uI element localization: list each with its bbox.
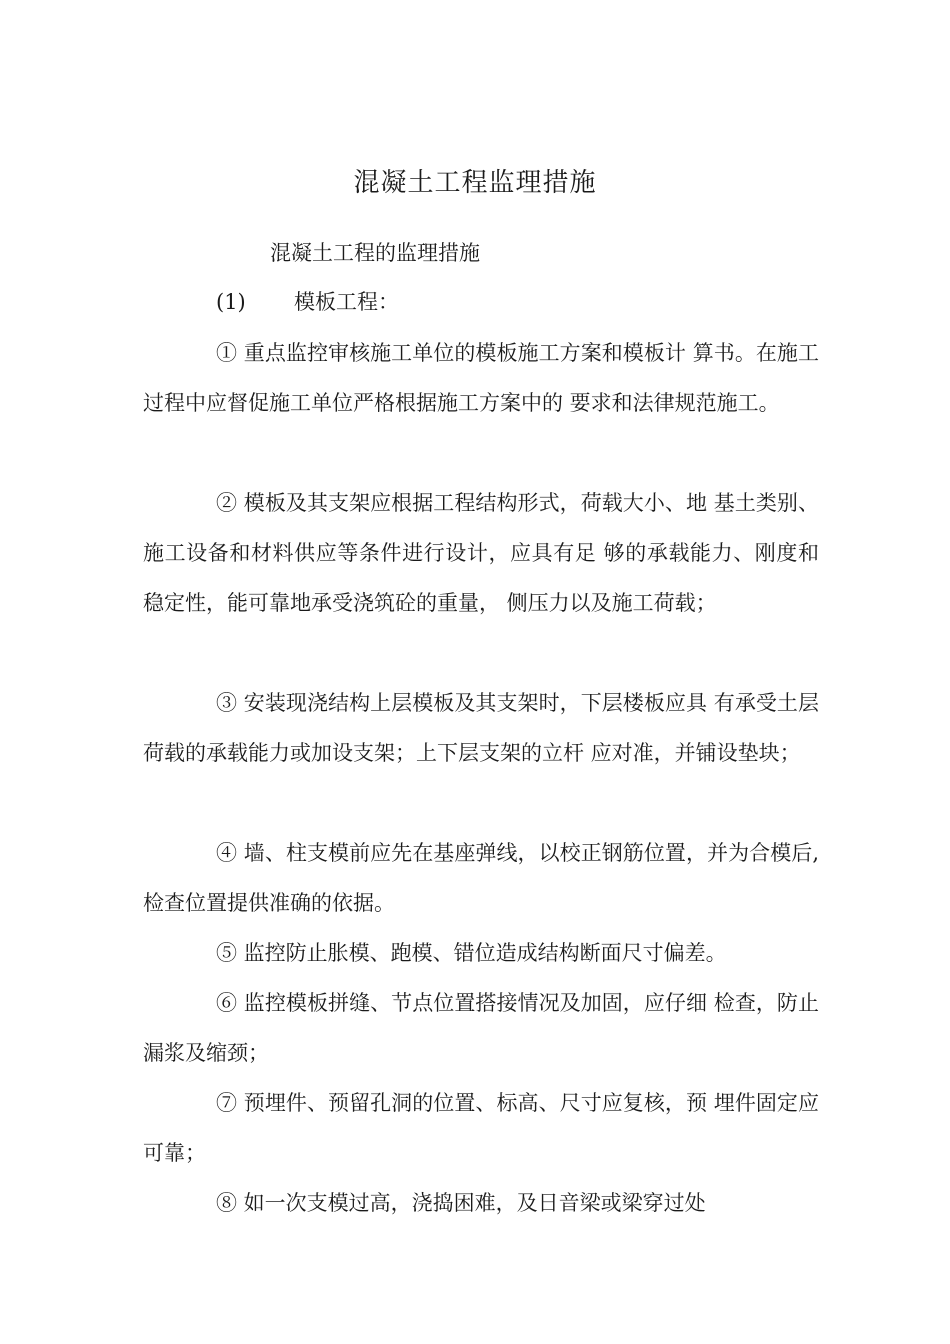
paragraph-7: ⑦ 预埋件、预留孔洞的位置、标高、尺寸应复核，预 埋件固定应可靠；: [143, 1091, 819, 1165]
section-label: 模板工程：: [294, 290, 399, 314]
paragraph-6: ⑥ 监控模板拼缝、节点位置搭接情况及加固，应仔细 检查，防止漏浆及缩颈；: [143, 991, 819, 1065]
section-heading: [216, 286, 399, 318]
paragraph-5: ⑤ 监控防止胀模、跑模、错位造成结构断面尺寸偏差。: [216, 941, 727, 965]
paragraph-2: ② 模板及其支架应根据工程结构形式，荷载大小、地 基土类别、施工设备和材料供应等条件进行设计，应具有足 够的承载能力、刚度和稳定性，能可靠地承受浇筑砼的重量， 侧压力以及施工荷载；: [143, 491, 819, 615]
paragraph-8: ⑧ 如一次支模过高，浇捣困难，及日音梁或梁穿过处: [216, 1191, 706, 1215]
paragraph-4: ④ 墙、柱支模前应先在基座弹线，以校正钢筋位置，并为合模后,检查位置提供准确的依据。: [143, 841, 819, 915]
paragraph-1: ① 重点监控审核施工单位的模板施工方案和模板计 算书。在施工过程中应督促施工单位严格根据施工方案中的 要求和法律规范施工。: [143, 341, 819, 415]
section-number: (1): [216, 290, 246, 314]
section-subtitle: 混凝土工程的监理措施: [270, 241, 480, 265]
paragraph-3: ③ 安装现浇结构上层模板及其支架时，下层楼板应具 有承受土层荷载的承载能力或加设支架；上下层支架的立杆 应对准，并铺设垫块；: [143, 691, 819, 765]
page-title: 混凝土工程监理措施: [353, 168, 597, 198]
